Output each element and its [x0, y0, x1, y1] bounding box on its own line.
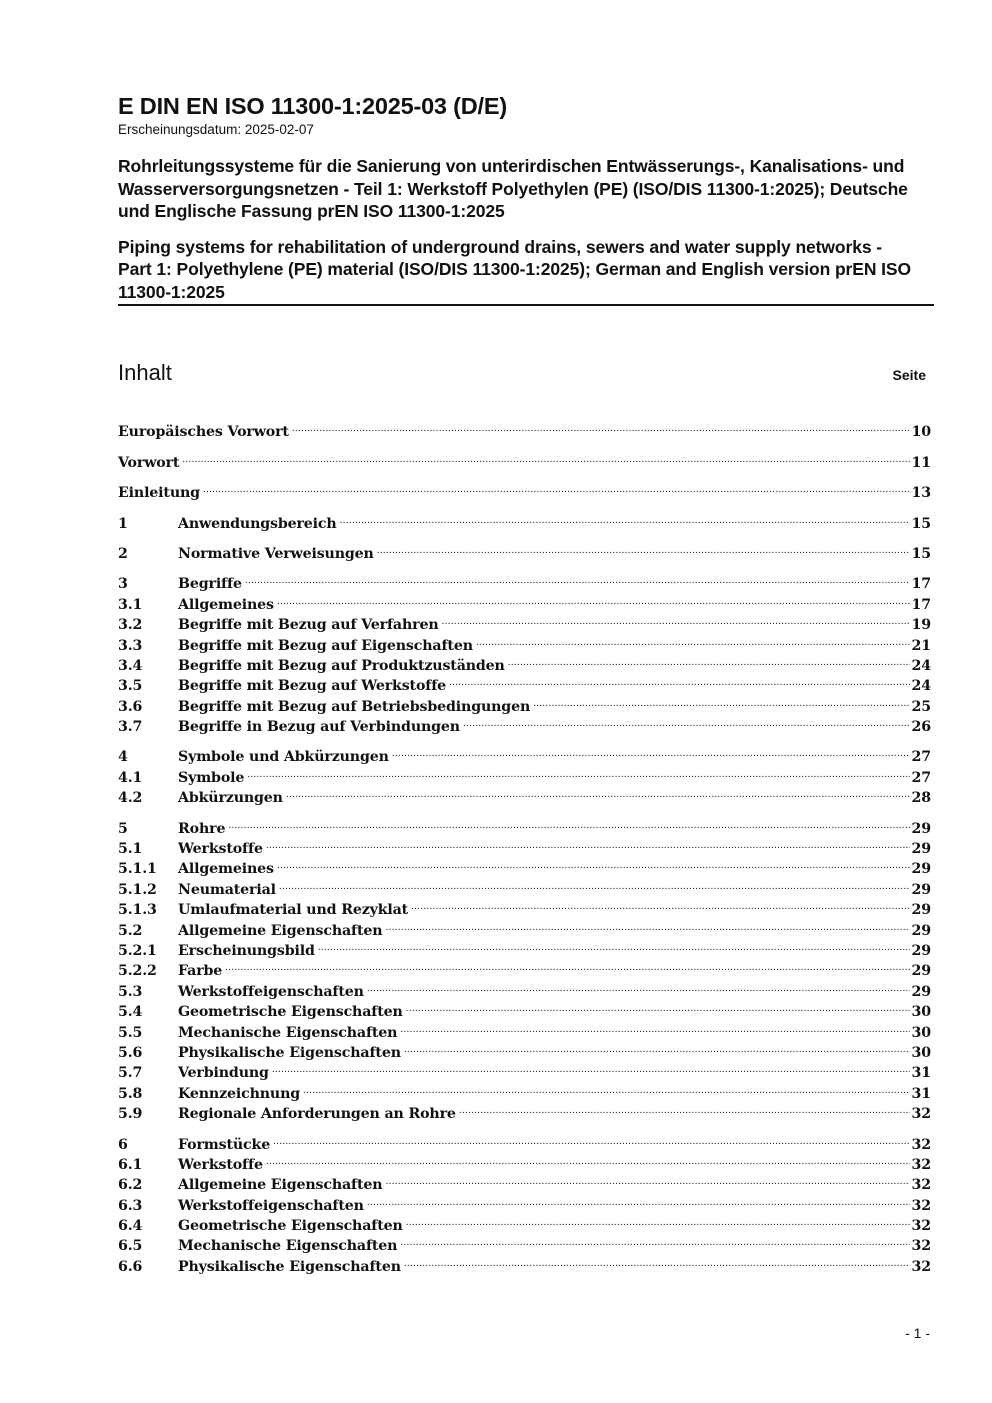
toc-dot-leader [406, 996, 910, 1016]
toc-entry-title: Abkürzungen [178, 790, 283, 807]
toc-entry-page: 30 [911, 1024, 931, 1041]
toc-dot-leader [279, 873, 910, 893]
toc-entry-number: 4 [118, 749, 128, 766]
toc-entry-page: 11 [911, 454, 931, 471]
toc-group [118, 538, 931, 562]
toc-entry-number: 3.3 [118, 637, 143, 654]
toc-entry-number: 4.2 [118, 790, 143, 807]
toc-entry-page: 31 [911, 1065, 931, 1082]
toc-dot-leader [400, 1016, 909, 1036]
toc-entry-page: 30 [911, 1004, 931, 1021]
toc-group [118, 741, 931, 807]
toc-dot-leader [404, 1250, 910, 1270]
toc-entry-number: 3.4 [118, 657, 143, 674]
toc-entry-number: 2 [118, 545, 128, 562]
toc-dot-leader [182, 446, 909, 466]
toc-entry-page: 29 [911, 983, 931, 1000]
toc-entry-title: Physikalische Eigenschaften [178, 1258, 401, 1275]
toc-entry-title: Allgemeines [178, 596, 274, 613]
toc-dot-leader [406, 1210, 910, 1230]
toc-entry-number: 6 [118, 1136, 128, 1153]
toc-entry-title: Geometrische Eigenschaften [178, 1218, 403, 1235]
toc-entry-number: 5.6 [118, 1044, 143, 1061]
toc-entry-number: 3.5 [118, 678, 143, 695]
document-id: E DIN EN ISO 11300-1:2025-03 (D/E) [118, 93, 507, 119]
toc-entry-page: 21 [911, 637, 931, 654]
toc-entry-number: 5.9 [118, 1106, 143, 1123]
toc-entry-page: 27 [911, 749, 931, 766]
title-english: Piping systems for rehabilitation of underground drains, sewers and water supply networks - Part 1: Polyethylene (PE) material (ISO/DIS 11300-1:2025); German and English version prEN ISO 11300-1:2025 [118, 236, 934, 307]
toc-entry-number: 5.1 [118, 841, 143, 858]
toc-entry-page: 32 [911, 1106, 931, 1123]
toc-entry-title: Physikalische Eigenschaften [178, 1044, 401, 1061]
toc-dot-leader [392, 741, 910, 761]
toc-group [118, 568, 931, 736]
toc-dot-leader [292, 416, 910, 436]
toc-entry-page: 15 [911, 515, 931, 532]
toc-entry-page: 32 [911, 1258, 931, 1275]
toc-dot-leader [476, 629, 910, 649]
toc-entry[interactable] [118, 538, 931, 562]
toc-entry[interactable] [118, 833, 931, 858]
toc-entry-title: Regionale Anforderungen an Rohre [178, 1106, 456, 1123]
toc-entry-title: Anwendungsbereich [178, 515, 337, 532]
toc-heading: Inhalt [118, 360, 172, 385]
page-number: - 1 - [905, 1325, 930, 1341]
toc-entry-number: 4.1 [118, 769, 143, 786]
toc-entry-title: Allgemeine Eigenschaften [178, 922, 383, 939]
toc-entry-page: 25 [911, 698, 931, 715]
toc-entry-page: 24 [911, 657, 931, 674]
toc-dot-leader [273, 1128, 909, 1148]
toc-entry-title: Einleitung [118, 485, 200, 502]
toc-entry-page: 29 [911, 963, 931, 980]
toc-entry-page: 17 [911, 576, 931, 593]
toc-entry[interactable] [118, 1128, 931, 1153]
toc-entry-page: 32 [911, 1136, 931, 1153]
toc-dot-leader [228, 812, 909, 832]
toc-dot-leader [277, 588, 910, 608]
toc-group [118, 416, 931, 441]
table-of-contents [118, 416, 931, 1281]
toc-dot-leader [277, 853, 910, 873]
toc-dot-leader [377, 538, 910, 558]
toc-entry[interactable] [118, 416, 931, 441]
toc-dot-leader [442, 609, 910, 629]
toc-entry-page: 27 [911, 769, 931, 786]
publication-date: Erscheinungsdatum: 2025-02-07 [118, 122, 314, 137]
toc-page-column-label: Seite [892, 367, 926, 383]
toc-entry-title: Mechanische Eigenschaften [178, 1024, 398, 1041]
toc-entry[interactable] [118, 741, 931, 766]
toc-entry-page: 29 [911, 881, 931, 898]
toc-entry-number: 5.7 [118, 1065, 143, 1082]
toc-dot-leader [340, 507, 910, 527]
toc-entry-title: Mechanische Eigenschaften [178, 1238, 398, 1255]
toc-entry-page: 19 [911, 617, 931, 634]
toc-entry-title: Neumaterial [178, 881, 276, 898]
toc-group [118, 1128, 931, 1275]
toc-dot-leader [533, 690, 909, 710]
toc-heading-row [118, 359, 926, 387]
toc-entry-title: Farbe [178, 963, 223, 980]
toc-entry-number: 5.3 [118, 983, 143, 1000]
title-german: Rohrleitungssysteme für die Sanierung von unterirdischen Entwässerungs-, Kanalisations- und Wasserversorgungsnetzen - Teil 1: Werkstoff Polyethylen (PE) (ISO/DIS 11300-1:2025); Deutsche und Englische Fassung prEN ISO 11300-1:2025 [118, 156, 908, 221]
toc-dot-leader [367, 1189, 910, 1209]
toc-entry-title: Europäisches Vorwort [118, 424, 289, 441]
toc-dot-leader [508, 650, 910, 670]
document-header [118, 92, 934, 306]
toc-entry-number: 5.1.1 [118, 861, 157, 878]
toc-entry-page: 26 [911, 719, 931, 736]
toc-dot-leader [449, 670, 909, 690]
toc-dot-leader [303, 1077, 910, 1097]
toc-entry-title: Begriffe in Bezug auf Verbindungen [178, 719, 460, 736]
toc-group [118, 446, 931, 471]
toc-dot-leader [247, 761, 909, 781]
toc-entry-title: Werkstoffe [178, 1156, 263, 1173]
toc-entry-title: Erscheinungsbild [178, 942, 315, 959]
toc-group [118, 812, 931, 1123]
toc-entry-title: Werkstoffeigenschaften [178, 1197, 364, 1214]
toc-entry-page: 29 [911, 861, 931, 878]
toc-entry-page: 29 [911, 841, 931, 858]
toc-entry-number: 3.7 [118, 719, 143, 736]
toc-dot-leader [411, 894, 909, 914]
toc-entry-page: 29 [911, 942, 931, 959]
toc-dot-leader [400, 1230, 909, 1250]
toc-entry-page: 15 [911, 545, 931, 562]
toc-entry-number: 3.6 [118, 698, 143, 715]
toc-entry[interactable] [118, 975, 931, 1000]
toc-entry-page: 29 [911, 820, 931, 837]
toc-entry-title: Symbole und Abkürzungen [178, 749, 389, 766]
toc-dot-leader [404, 1037, 910, 1057]
toc-entry-number: 5.8 [118, 1085, 143, 1102]
toc-entry-number: 5.5 [118, 1024, 143, 1041]
toc-entry-page: 28 [911, 790, 931, 807]
toc-entry[interactable] [118, 812, 931, 837]
toc-entry-number: 1 [118, 515, 128, 532]
toc-dot-leader [266, 1149, 910, 1169]
toc-entry-title: Begriffe mit Bezug auf Werkstoffe [178, 678, 447, 695]
toc-entry-page: 30 [911, 1044, 931, 1061]
toc-entry-title: Verbindung [178, 1065, 269, 1082]
toc-entry-title: Normative Verweisungen [178, 545, 374, 562]
toc-entry[interactable] [118, 955, 931, 980]
toc-dot-leader [272, 1057, 910, 1077]
toc-entry-page: 10 [911, 424, 931, 441]
toc-entry-title: Begriffe mit Bezug auf Eigenschaften [178, 637, 473, 654]
toc-entry-number: 6.5 [118, 1238, 143, 1255]
toc-dot-leader [367, 975, 910, 995]
toc-entry-title: Geometrische Eigenschaften [178, 1004, 403, 1021]
toc-entry-title: Rohre [178, 820, 226, 837]
toc-entry-number: 5.2.1 [118, 942, 157, 959]
toc-dot-leader [318, 935, 910, 955]
toc-dot-leader [203, 477, 910, 497]
toc-entry[interactable] [118, 507, 931, 532]
toc-entry-title: Allgemeines [178, 861, 274, 878]
toc-entry-page: 32 [911, 1156, 931, 1173]
toc-entry-number: 6.3 [118, 1197, 143, 1214]
toc-entry-title: Formstücke [178, 1136, 271, 1153]
toc-entry-number: 3 [118, 576, 128, 593]
toc-entry-title: Begriffe mit Bezug auf Verfahren [178, 617, 439, 634]
toc-group [118, 507, 931, 532]
toc-entry-number: 3.2 [118, 617, 143, 634]
toc-dot-leader [286, 782, 910, 802]
toc-entry-number: 6.1 [118, 1156, 143, 1173]
toc-dot-leader [245, 568, 910, 588]
toc-group [118, 477, 931, 502]
toc-entry-number: 5.2 [118, 922, 143, 939]
toc-entry[interactable] [118, 446, 931, 471]
toc-entry-title: Werkstoffe [178, 841, 263, 858]
toc-entry[interactable] [118, 568, 931, 593]
toc-entry-page: 32 [911, 1197, 931, 1214]
toc-entry-title: Allgemeine Eigenschaften [178, 1177, 383, 1194]
toc-entry-number: 6.2 [118, 1177, 143, 1194]
toc-entry-page: 31 [911, 1085, 931, 1102]
toc-entry-number: 6.6 [118, 1258, 143, 1275]
toc-entry-number: 6.4 [118, 1218, 143, 1235]
toc-entry-title: Werkstoffeigenschaften [178, 983, 364, 1000]
toc-entry-number: 5.4 [118, 1004, 143, 1021]
toc-entry-page: 32 [911, 1238, 931, 1255]
toc-entry-number: 3.1 [118, 596, 143, 613]
toc-entry-title: Vorwort [118, 454, 180, 471]
toc-entry-title: Symbole [178, 769, 245, 786]
toc-dot-leader [385, 914, 909, 934]
toc-entry-page: 13 [911, 485, 931, 502]
toc-entry-page: 24 [911, 678, 931, 695]
toc-dot-leader [459, 1098, 910, 1118]
toc-entry[interactable] [118, 477, 931, 502]
toc-entry-page: 29 [911, 922, 931, 939]
toc-entry-title: Begriffe [178, 576, 242, 593]
toc-entry-page: 32 [911, 1177, 931, 1194]
toc-dot-leader [385, 1169, 909, 1189]
toc-entry-page: 32 [911, 1218, 931, 1235]
toc-entry-number: 5.1.2 [118, 881, 157, 898]
toc-dot-leader [463, 711, 910, 731]
toc-entry-title: Kennzeichnung [178, 1085, 301, 1102]
toc-dot-leader [266, 833, 910, 853]
toc-entry-page: 17 [911, 596, 931, 613]
toc-entry-title: Begriffe mit Bezug auf Produktzuständen [178, 657, 505, 674]
toc-entry-title: Begriffe mit Bezug auf Betriebsbedingungen [178, 698, 531, 715]
toc-entry-page: 29 [911, 902, 931, 919]
toc-entry-number: 5.1.3 [118, 902, 157, 919]
toc-dot-leader [225, 955, 909, 975]
toc-entry-number: 5 [118, 820, 128, 837]
toc-entry-number: 5.2.2 [118, 963, 157, 980]
toc-entry-title: Umlaufmaterial und Rezyklat [178, 902, 409, 919]
